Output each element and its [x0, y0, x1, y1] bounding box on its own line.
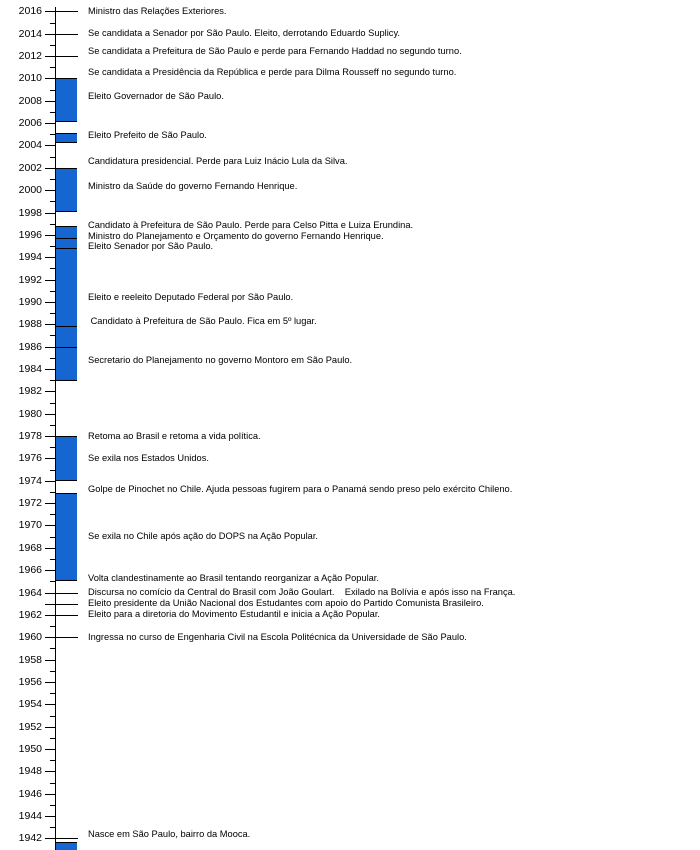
year-tick-minor — [50, 693, 55, 694]
event-label: Candidatura presidencial. Perde para Luiz Inácio Lula da Silva. — [88, 156, 348, 167]
event-label: Se candidata a Presidência da República e perde para Dilma Rousseff no segundo turno. — [88, 67, 457, 78]
year-tick-minor — [50, 492, 55, 493]
year-label: 1962 — [18, 608, 42, 621]
year-label: 1950 — [18, 743, 42, 755]
event-label: Ministro da Saúde do governo Fernando Henrique. — [88, 180, 298, 191]
event-label: Secretario do Planejamento no governo Montoro em São Paulo. — [88, 355, 353, 366]
event-connector-line — [45, 637, 78, 638]
timeline-bar — [56, 436, 78, 481]
event-label: Se exila no Chile após ação do DOPS na Ação Popular. — [88, 531, 318, 542]
bar-segment-divider — [56, 248, 78, 249]
year-label: 1996 — [18, 228, 42, 241]
year-tick-minor — [50, 738, 55, 739]
event-connector-line — [45, 838, 78, 839]
event-label: Candidato à Prefeitura de São Paulo. Fica em 5º lugar. — [88, 316, 317, 326]
year-label: 2008 — [18, 94, 42, 107]
event-label: Volta clandestinamente ao Brasil tentando reorganizar a Ação Popular. — [88, 572, 379, 583]
year-tick-major — [45, 391, 55, 392]
year-tick-major — [45, 436, 55, 437]
year-tick-minor — [50, 805, 55, 806]
year-label: 2016 — [18, 5, 42, 18]
year-tick-minor — [50, 268, 55, 269]
year-label: 1956 — [18, 675, 42, 688]
year-label: 2014 — [18, 27, 42, 40]
year-tick-major — [45, 168, 55, 169]
year-tick-major — [45, 78, 55, 79]
event-label: Ministro das Relações Exteriores. — [88, 5, 227, 16]
event-label: Ministro do Planejamento e Orçamento do governo Fernando Henrique. — [88, 230, 384, 241]
year-tick-major — [45, 458, 55, 459]
year-tick-minor — [50, 112, 55, 113]
year-label: 1980 — [18, 407, 42, 420]
event-connector-line — [45, 34, 78, 35]
year-label: 1966 — [18, 564, 42, 577]
event-connector-line — [45, 615, 78, 616]
year-label: 1970 — [18, 519, 42, 532]
year-tick-minor — [50, 626, 55, 627]
event-label: Discursa no comício da Central do Brasil com João Goulart. Exilado na Bolívia e após isso na França. — [88, 587, 516, 597]
year-tick-major — [45, 481, 55, 482]
year-label: 1952 — [18, 720, 42, 733]
year-tick-major — [45, 794, 55, 795]
year-tick-minor — [50, 67, 55, 68]
event-label: Ingressa no curso de Engenharia Civil na Escola Politécnica da Universidade de São Paulo. — [88, 631, 467, 642]
year-label: 1964 — [18, 586, 42, 599]
year-tick-minor — [50, 783, 55, 784]
event-label: Eleito para a diretoria do Movimento Estudantil e inicia a Ação Popular. — [88, 609, 380, 620]
event-label: Se exila nos Estados Unidos. — [88, 452, 209, 463]
year-tick-minor — [50, 90, 55, 91]
year-label: 1948 — [18, 765, 42, 778]
year-tick-minor — [50, 224, 55, 225]
year-label: 2010 — [18, 72, 42, 85]
year-tick-minor — [50, 179, 55, 180]
year-tick-minor — [50, 23, 55, 24]
year-tick-major — [45, 235, 55, 236]
year-label: 1982 — [18, 385, 42, 398]
year-tick-major — [45, 280, 55, 281]
year-tick-minor — [50, 671, 55, 672]
year-tick-major — [45, 570, 55, 571]
event-label: Eleito Prefeito de São Paulo. — [88, 130, 207, 141]
year-tick-major — [45, 324, 55, 325]
event-label: Eleito presidente da União Nacional dos Estudantes com apoio do Partido Comunista Brasileiro. — [88, 598, 484, 609]
year-tick-minor — [50, 201, 55, 202]
year-tick-minor — [50, 537, 55, 538]
year-tick-major — [45, 660, 55, 661]
year-tick-major — [45, 525, 55, 526]
year-label: 1988 — [18, 318, 42, 331]
year-label: 1942 — [18, 832, 42, 845]
bar-segment-divider — [56, 238, 78, 239]
year-tick-minor — [50, 358, 55, 359]
year-label: 1984 — [18, 363, 42, 375]
event-label: Eleito e reeleito Deputado Federal por São Paulo. — [88, 291, 294, 302]
year-label: 1958 — [18, 653, 42, 666]
year-tick-minor — [50, 470, 55, 471]
year-tick-minor — [50, 425, 55, 426]
year-label: 2000 — [18, 184, 42, 197]
year-tick-minor — [50, 335, 55, 336]
event-connector-line — [45, 593, 78, 594]
year-tick-minor — [50, 827, 55, 828]
year-label: 1960 — [18, 631, 42, 644]
year-tick-major — [45, 347, 55, 348]
bar-segment-divider — [56, 326, 78, 327]
event-label: Se candidata a Prefeitura de São Paulo e perde para Fernando Haddad no segundo turno. — [88, 45, 462, 56]
event-label: Eleito Senador por São Paulo. — [88, 241, 214, 252]
year-label: 1946 — [18, 787, 42, 800]
year-label: 1976 — [18, 452, 42, 465]
year-tick-major — [45, 369, 55, 370]
year-tick-major — [45, 749, 55, 750]
year-tick-minor — [50, 716, 55, 717]
year-label: 1992 — [18, 273, 42, 286]
year-label: 1954 — [18, 698, 42, 711]
year-tick-major — [45, 213, 55, 214]
timeline-bar — [56, 168, 78, 213]
year-tick-minor — [50, 134, 55, 135]
year-label: 1986 — [18, 340, 42, 353]
year-label: 2004 — [18, 139, 42, 152]
year-tick-major — [45, 727, 55, 728]
year-tick-minor — [50, 291, 55, 292]
year-label: 2006 — [18, 117, 42, 130]
year-tick-minor — [50, 760, 55, 761]
year-tick-major — [45, 414, 55, 415]
event-label: Nasce em São Paulo, bairro da Mooca. — [88, 829, 251, 839]
year-tick-minor — [50, 581, 55, 582]
year-tick-minor — [50, 380, 55, 381]
event-label: Eleito Governador de São Paulo. — [88, 91, 224, 102]
year-tick-major — [45, 123, 55, 124]
timeline-bar — [56, 842, 78, 850]
year-tick-minor — [50, 157, 55, 158]
year-tick-minor — [50, 45, 55, 46]
year-tick-minor — [50, 313, 55, 314]
event-label: Se candidata a Senador por São Paulo. Eleito, derrotando Eduardo Suplicy. — [88, 28, 400, 39]
year-tick-minor — [50, 559, 55, 560]
timeline-bar — [56, 133, 78, 144]
year-tick-major — [45, 101, 55, 102]
year-tick-major — [45, 704, 55, 705]
year-tick-major — [45, 190, 55, 191]
year-label: 1968 — [18, 541, 42, 554]
event-connector-line — [45, 11, 78, 12]
year-label: 1974 — [18, 474, 42, 487]
year-tick-minor — [50, 514, 55, 515]
year-tick-minor — [50, 648, 55, 649]
event-label: Retoma ao Brasil e retoma a vida política. — [88, 430, 261, 441]
year-label: 2002 — [18, 161, 42, 174]
year-tick-major — [45, 816, 55, 817]
bar-segment-divider — [56, 347, 78, 348]
year-tick-major — [45, 503, 55, 504]
year-tick-major — [45, 145, 55, 146]
year-tick-minor — [50, 246, 55, 247]
year-tick-major — [45, 302, 55, 303]
year-tick-major — [45, 682, 55, 683]
year-label: 1944 — [18, 810, 42, 822]
year-tick-major — [45, 771, 55, 772]
year-label: 1978 — [18, 430, 42, 442]
year-tick-major — [45, 257, 55, 258]
year-label: 1972 — [18, 497, 42, 510]
timeline-bar — [56, 493, 78, 581]
year-label: 1990 — [18, 295, 42, 308]
year-tick-minor — [50, 447, 55, 448]
year-label: 1994 — [18, 251, 42, 264]
year-tick-major — [45, 548, 55, 549]
timeline-bar — [56, 78, 78, 122]
event-label: Golpe de Pinochet no Chile. Ajuda pessoas fugirem para o Panamá sendo preso pelo exército Chileno. — [88, 484, 513, 495]
year-label: 1998 — [18, 206, 42, 219]
year-tick-minor — [50, 403, 55, 404]
event-connector-line — [45, 56, 78, 57]
year-label: 2012 — [18, 50, 42, 62]
event-connector-line — [45, 604, 78, 605]
event-label: Candidato à Prefeitura de São Paulo. Perde para Celso Pitta e Luiza Erundina. — [88, 220, 414, 231]
